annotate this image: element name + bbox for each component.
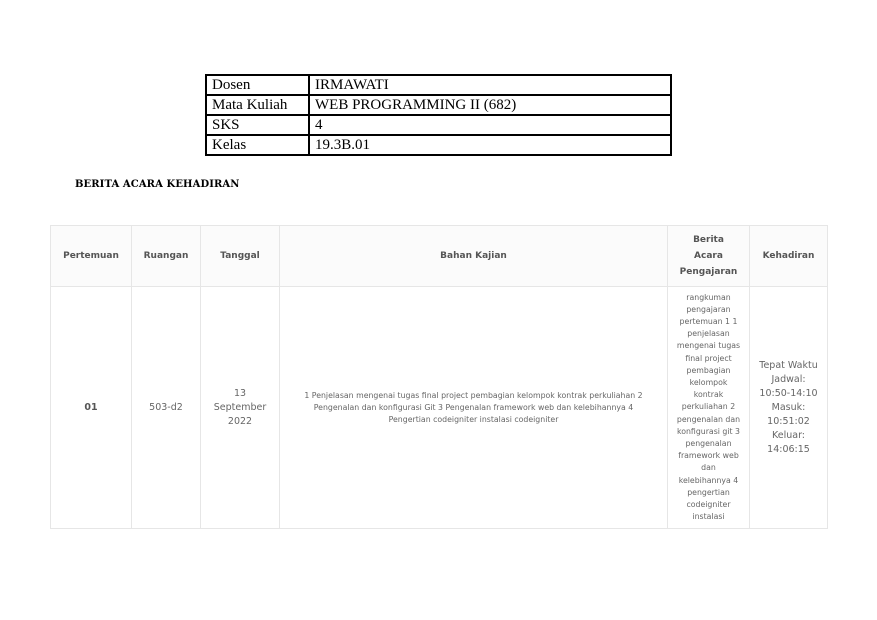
header-pertemuan: Pertemuan [51,226,132,287]
info-value: IRMAWATI [309,75,671,95]
cell-tanggal: 13 September 2022 [201,287,280,529]
info-label: Kelas [206,135,309,155]
cell-kehadiran: Tepat Waktu Jadwal: 10:50-14:10 Masuk: 10:51:02 Keluar: 14:06:15 [750,287,828,529]
info-label: Dosen [206,75,309,95]
cell-berita-acara: rangkuman pengajaran pertemuan 1 1 penjelasan mengenai tugas final project pembagian kelompok kontrak perkuliahan 2 pengenalan dan konfigurasi git 3 pengenalan framework web dan kelebihannya 4 pengertian codeigniter instalasi [668,287,750,529]
header-kehadiran: Kehadiran [750,226,828,287]
info-value: WEB PROGRAMMING II (682) [309,95,671,115]
info-row-sks [206,115,671,135]
table-row [51,287,828,529]
header-bahan-kajian: Bahan Kajian [280,226,668,287]
info-label: SKS [206,115,309,135]
header-berita-acara: Berita Acara Pengajaran [668,226,750,287]
header-tanggal: Tanggal [201,226,280,287]
cell-bahan-kajian: 1 Penjelasan mengenai tugas final project pembagian kelompok kontrak perkuliahan 2 Pengenalan dan konfigurasi Git 3 Pengenalan framework web dan kelebihannya 4 Pengertian codeigniter instalasi codeigniter [280,287,668,529]
cell-pertemuan: 01 [51,287,132,529]
course-info-table [205,74,672,156]
attendance-header-row [51,226,828,287]
info-row-mata-kuliah [206,95,671,115]
attendance-table [50,225,828,529]
info-row-dosen [206,75,671,95]
section-heading: BERITA ACARA KEHADIRAN [75,179,240,190]
info-row-kelas [206,135,671,155]
cell-ruangan: 503-d2 [132,287,201,529]
info-label: Mata Kuliah [206,95,309,115]
header-ruangan: Ruangan [132,226,201,287]
info-value: 19.3B.01 [309,135,671,155]
info-value: 4 [309,115,671,135]
